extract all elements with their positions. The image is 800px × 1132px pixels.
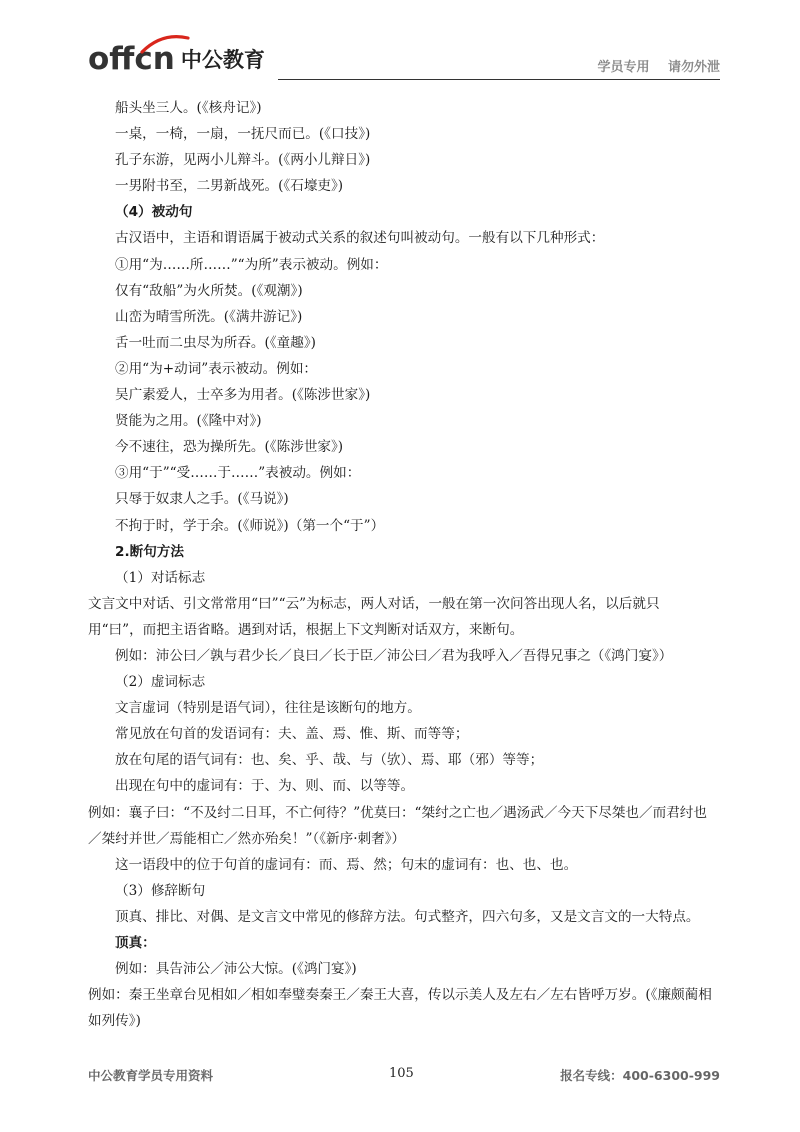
text-line: 今不速往，恐为操所先。(《陈涉世家》) (115, 439, 344, 456)
text-line: 放在句尾的语气词有：也、矣、乎、哉、与（欤）、焉、耶（邪）等等； (115, 752, 544, 769)
logo-wordmark (88, 40, 175, 78)
section-heading: 2.断句方法 (115, 543, 184, 560)
text-line: 仅有“敌船”为火所焚。(《观潮》) (115, 282, 303, 299)
text-line: 一男附书至，二男新战死。(《石壕吏》) (115, 178, 344, 195)
text-line: 出现在句中的虚词有：于、为、则、而、以等等。 (115, 778, 415, 795)
page-footer (88, 1066, 720, 1086)
tag-no-distribution: 请勿外泄 (667, 60, 720, 75)
page-body (88, 95, 714, 1034)
text-line: 山峦为晴雪所洗。(《满井游记》) (115, 308, 303, 325)
text-line: 船头坐三人。(《核舟记》) (115, 100, 262, 116)
logo-swoosh-icon (140, 34, 190, 56)
subsection-heading: （1）对话标志 (115, 569, 206, 586)
section-heading: 顶真： (115, 935, 156, 951)
text-line: 只辱于奴隶人之手。(《马说》) (115, 491, 289, 508)
subsection-heading: （3）修辞断句 (115, 882, 206, 899)
subsection-heading: （2）虚词标志 (115, 674, 206, 691)
brand-name-cn: 中公教育 (180, 48, 265, 72)
text-paragraph: 例如：襄子曰：“不及纣二日耳，不亡何待？”优莫曰：“桀纣之亡也／遇汤武／今天下尽桀也／而君纣也／桀纣并世／焉能相亡／然亦殆矣！”（《新序·刺奢》） (88, 804, 707, 847)
text-line: 常见放在句首的发语词有：夫、盖、焉、惟、斯、而等等； (115, 726, 469, 743)
header-rule (278, 79, 720, 80)
text-line: 孔子东游，见两小儿辩斗。(《两小儿辩日》) (115, 152, 371, 169)
page-header (88, 36, 720, 82)
header-tags (597, 56, 720, 75)
offcn-logo (88, 38, 265, 78)
text-line: 顶真、排比、对偶、是文言文中常见的修辞方法。句式整齐，四六句多，又是文言文的一大特点。 (115, 908, 700, 925)
section-heading: （4）被动句 (115, 204, 193, 221)
text-line: 古汉语中，主语和谓语属于被动式关系的叙述句叫被动句。一般有以下几种形式： (115, 230, 605, 247)
text-line: 一桌，一椅，一扇，一抚尺而已。(《口技》) (115, 126, 371, 143)
text-line: ③用“于”“受……于……”表被动。例如： (115, 465, 361, 482)
signup-hotline: 报名专线：400-6300-999 (560, 1068, 720, 1083)
text-paragraph: 文言文中对话、引文常常用“曰”“云”为标志，两人对话，一般在第一次问答出现人名，以后就只用“曰”，而把主语省略。遇到对话，根据上下文判断对话双方，来断句。 (88, 595, 660, 638)
text-line: 这一语段中的位于句首的虚词有：而、焉、然；句末的虚词有：也、也、也。 (115, 856, 578, 873)
text-line: 不拘于时，学于余。(《师说》)（第一个“于”） (115, 517, 385, 534)
text-line: 吴广素爱人，士卒多为用者。(《陈涉世家》) (115, 387, 371, 404)
text-line: 例如：沛公曰／孰与君少长／良曰／长于臣／沛公曰／君为我呼入／吾得兄事之（《鸿门宴》） (115, 647, 673, 664)
page-number: 105 (389, 1066, 414, 1081)
tag-students-only: 学员专用 (597, 60, 650, 75)
text-line: 例如：具告沛公／沛公大惊。(《鸿门宴》) (115, 961, 357, 978)
footer-note: 中公教育学员专用资料 (88, 1068, 214, 1083)
text-line: 贤能为之用。(《隆中对》) (115, 413, 262, 430)
text-paragraph: 例如：秦王坐章台见相如／相如奉璧奏秦王／秦王大喜，传以示美人及左右／左右皆呼万岁。(《廉颇蔺相如列传》) (88, 987, 712, 1030)
text-line: 文言虚词（特别是语气词），往往是该断句的地方。 (115, 700, 421, 717)
text-line: 舌一吐而二虫尽为所吞。(《童趣》) (115, 334, 316, 351)
text-line: ①用“为……所……”“为所”表示被动。例如： (115, 256, 388, 273)
logo-text: offcn (88, 41, 175, 77)
text-line: ②用“为+动词”表示被动。例如： (115, 360, 318, 377)
